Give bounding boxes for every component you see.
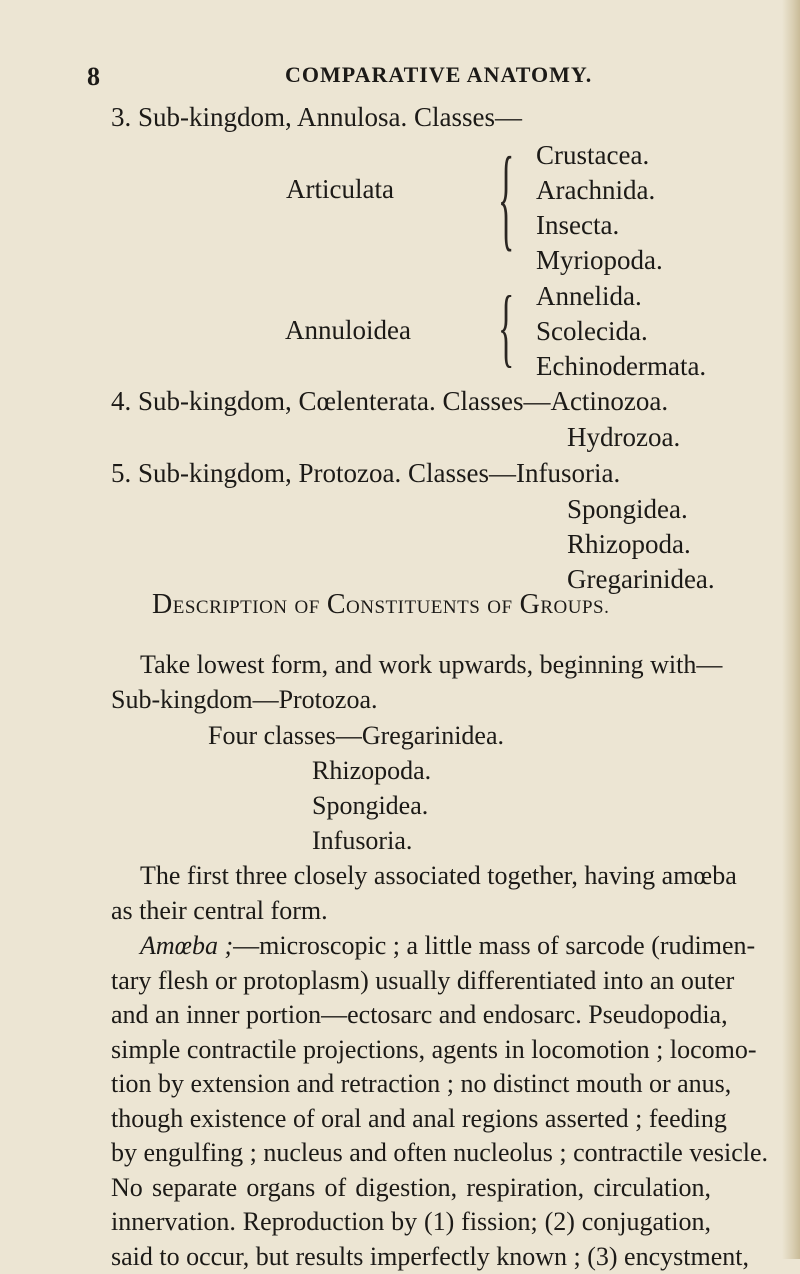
- page-number: 8: [87, 62, 101, 92]
- class-list-item: Rhizopoda.: [312, 758, 431, 784]
- paragraph-line: simple contractile projections, agents in locomotion ; locomo-: [111, 1033, 711, 1068]
- annuloidea-label: Annuloidea: [285, 317, 411, 344]
- annuloidea-class: Scolecida.: [536, 318, 648, 345]
- paragraph-line: No separate organs of digestion, respiration, circulation,: [111, 1171, 711, 1206]
- intro-line: Sub-kingdom—Protozoa.: [111, 687, 378, 713]
- section-heading: DESCRIPTION OF CONSTITUENTS OF GROUPS.: [152, 589, 609, 621]
- protozoa-class: Rhizopoda.: [567, 531, 691, 558]
- paragraph-line: said to occur, but results imperfectly known ; (3) encystment,: [111, 1240, 711, 1274]
- protozoa-class: Spongidea.: [567, 496, 688, 523]
- intro-line: Take lowest form, and work upwards, beginning with—: [140, 652, 722, 678]
- amoeba-paragraph: [111, 929, 711, 1274]
- running-title: COMPARATIVE ANATOMY.: [285, 62, 592, 88]
- articulata-class: Arachnida.: [536, 177, 655, 204]
- annuloidea-class: Echinodermata.: [536, 353, 706, 380]
- class-list-item: Infusoria.: [312, 828, 412, 854]
- paragraph-line: tion by extension and retraction ; no distinct mouth or anus,: [111, 1067, 711, 1102]
- annulosa-line: 3. Sub-kingdom, Annulosa. Classes—: [111, 104, 522, 131]
- paragraph-line: by engulfing ; nucleus and often nucleolus ; contractile vesicle.: [111, 1136, 711, 1171]
- articulata-class: Insecta.: [536, 212, 619, 239]
- paragraph-line: though existence of oral and anal regions asserted ; feeding: [111, 1102, 711, 1137]
- amoeba-term: Amœba ;: [140, 931, 233, 960]
- paragraph-line: Amœba ;—microscopic ; a little mass of sarcode (rudimen-: [111, 929, 711, 964]
- paragraph-line: tary flesh or protoplasm) usually differentiated into an outer: [111, 964, 711, 999]
- articulata-class: Myriopoda.: [536, 247, 663, 274]
- paragraph-line: and an inner portion—ectosarc and endosarc. Pseudopodia,: [111, 998, 711, 1033]
- annuloidea-brace: {: [498, 286, 514, 374]
- paragraph-line: as their central form.: [111, 898, 328, 924]
- paragraph-line: The first three closely associated together, having amœba: [140, 863, 737, 889]
- protozoa-line: 5. Sub-kingdom, Protozoa. Classes—Infusoria.: [111, 460, 620, 487]
- protozoa-class: Gregarinidea.: [567, 566, 715, 593]
- class-list-item: Spongidea.: [312, 793, 428, 819]
- annuloidea-class: Annelida.: [536, 283, 642, 310]
- paragraph-line: innervation. Reproduction by (1) fission; (2) conjugation,: [111, 1205, 711, 1240]
- articulata-class: Crustacea.: [536, 142, 649, 169]
- four-classes-line: Four classes—Gregarinidea.: [208, 723, 504, 749]
- coelenterata-line: 4. Sub-kingdom, Cœlenterata. Classes—Actinozoa.: [111, 388, 668, 415]
- coelenterata-class: Hydrozoa.: [567, 424, 680, 451]
- page-edge-shadow: [782, 0, 800, 1259]
- articulata-label: Articulata: [286, 176, 394, 203]
- articulata-brace: {: [498, 144, 514, 260]
